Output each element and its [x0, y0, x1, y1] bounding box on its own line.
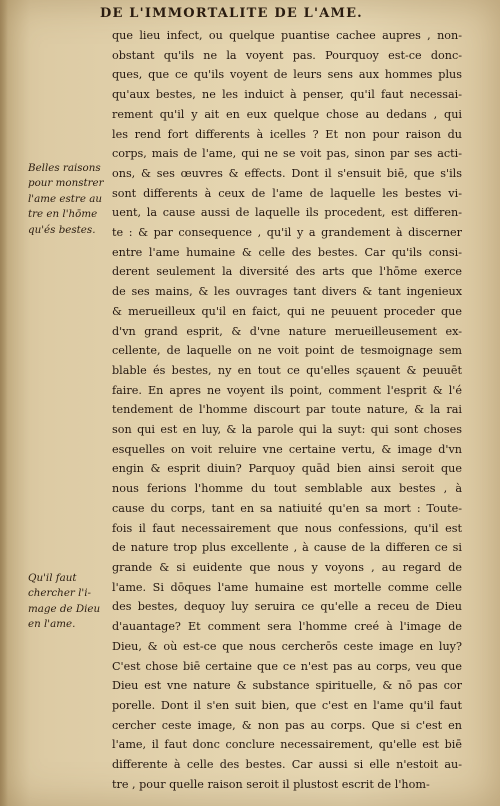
- body-line: uent, la cause aussi de laquelle ils procedent, est differen-: [112, 206, 462, 220]
- body-line: cercher ceste image, & non pas au corps. Que si c'est en: [112, 718, 462, 732]
- body-line: differente à celle des bestes. Car aussi si elle n'estoit au-: [112, 758, 462, 772]
- body-line: de nature trop plus excellente , à cause de la differen ce si: [112, 541, 462, 555]
- margin-note-line: mage de Dieu: [28, 602, 101, 615]
- margin-note-line: Qu'il faut: [28, 572, 77, 584]
- body-line: ons, & ses œuvres & effects. Dont il s'ensuit biē, que s'ils: [112, 166, 462, 180]
- body-line: grande & si euidente que nous y voyons , au regard de: [112, 560, 462, 574]
- body-line: & merueilleux qu'il en faict, qui ne peuuent proceder que: [112, 304, 462, 318]
- body-line: C'est chose biē certaine que ce n'est pas au corps, veu que: [112, 659, 462, 673]
- body-line: Dieu est vne nature & substance spirituelle, & nō pas cor: [112, 679, 462, 693]
- body-line: tendement de l'homme discourt par toute nature, & la rai: [112, 403, 462, 417]
- body-line: tre , pour quelle raison seroit il plustost escrit de l'hom-: [112, 777, 430, 791]
- body-line: esquelles on voit reluire vne certaine vertu, & image d'vn: [112, 442, 462, 456]
- running-head: DE L'IMMORTALITE DE L'AME.: [100, 6, 363, 21]
- body-line: porelle. Dont il s'en suit bien, que c'est en l'ame qu'il faut: [112, 698, 462, 712]
- body-line: rement qu'il y ait en eux quelque chose au dedans , qui: [112, 107, 462, 121]
- margin-note-line: qu'és bestes.: [28, 223, 96, 236]
- margin-note-line: l'ame estre au: [28, 192, 102, 205]
- body-line: blable és bestes, ny en tout ce qu'elles sçauent & peuuēt: [112, 363, 462, 377]
- body-line: ques, que ce qu'ils voyent de leurs sens aux hommes plus: [112, 68, 462, 82]
- margin-note-line: chercher l'i-: [28, 587, 91, 600]
- body-line: nous ferions l'homme du tout semblable aux bestes , à: [112, 482, 462, 496]
- margin-note-line: pour monstrer: [28, 177, 104, 190]
- body-line: de ses mains, & les ouvrages tant divers & tant ingenieux: [112, 285, 462, 299]
- body-line: obstant qu'ils ne la voyent pas. Pourquoy est-ce donc-: [112, 48, 462, 62]
- body-line: des bestes, dequoy luy seruira ce qu'elle a receu de Dieu: [112, 600, 462, 614]
- body-line: entre l'ame humaine & celle des bestes. Car qu'ils consi-: [112, 245, 462, 259]
- margin-note-image-de-dieu: [28, 571, 110, 633]
- body-line: qu'aux bestes, ne les induict à penser, qu'il faut necessai-: [112, 88, 462, 102]
- body-line: que lieu infect, ou quelque puantise cachee aupres , non-: [112, 29, 462, 42]
- margin-note-belles-raisons: [28, 161, 110, 238]
- margin-note-line: Belles raisons: [28, 162, 101, 174]
- body-line: l'ame. Si dōques l'ame humaine est mortelle comme celle: [112, 580, 462, 594]
- body-line: d'vn grand esprit, & d'vne nature merueilleusement ex-: [112, 324, 462, 338]
- margin-note-line: en l'ame.: [28, 618, 76, 631]
- page-gutter-shadow: [0, 0, 8, 806]
- body-line: faire. En apres ne voyent ils point, comment l'esprit & l'é: [112, 383, 462, 397]
- body-line: les rend fort differents à icelles ? Et non pour raison du: [112, 127, 462, 141]
- body-line: son qui est en luy, & la parole qui la suyt: qui sont choses: [112, 423, 462, 437]
- body-line: d'auantage? Et comment sera l'homme creé à l'image de: [112, 620, 462, 634]
- body-line: derent seulement la diversité des arts que l'hōme exerce: [112, 265, 462, 279]
- body-line: cause du corps, tant en sa natiuité qu'en sa mort : Toute-: [112, 501, 462, 515]
- body-line: fois il faut necessairement que nous confessions, qu'il est: [112, 521, 462, 535]
- margin-note-line: tre en l'hōme: [28, 208, 98, 221]
- body-text: [112, 26, 462, 794]
- body-line: corps, mais de l'ame, qui ne se voit pas, sinon par ses acti-: [112, 147, 462, 161]
- body-line: te : & par consequence , qu'il y a grandement à discerner: [112, 226, 462, 240]
- body-line: sont differents à ceux de l'ame de laquelle les bestes vi-: [112, 186, 462, 200]
- body-line: Dieu, & où est-ce que nous cercherōs ceste image en luy?: [112, 639, 462, 653]
- body-line: engin & esprit diuin? Parquoy quād bien ainsi seroit que: [112, 462, 462, 476]
- body-line: cellente, de laquelle on ne voit point de tesmoignage sem: [112, 344, 462, 358]
- body-line: l'ame, il faut donc conclure necessairement, qu'elle est biē: [112, 738, 462, 752]
